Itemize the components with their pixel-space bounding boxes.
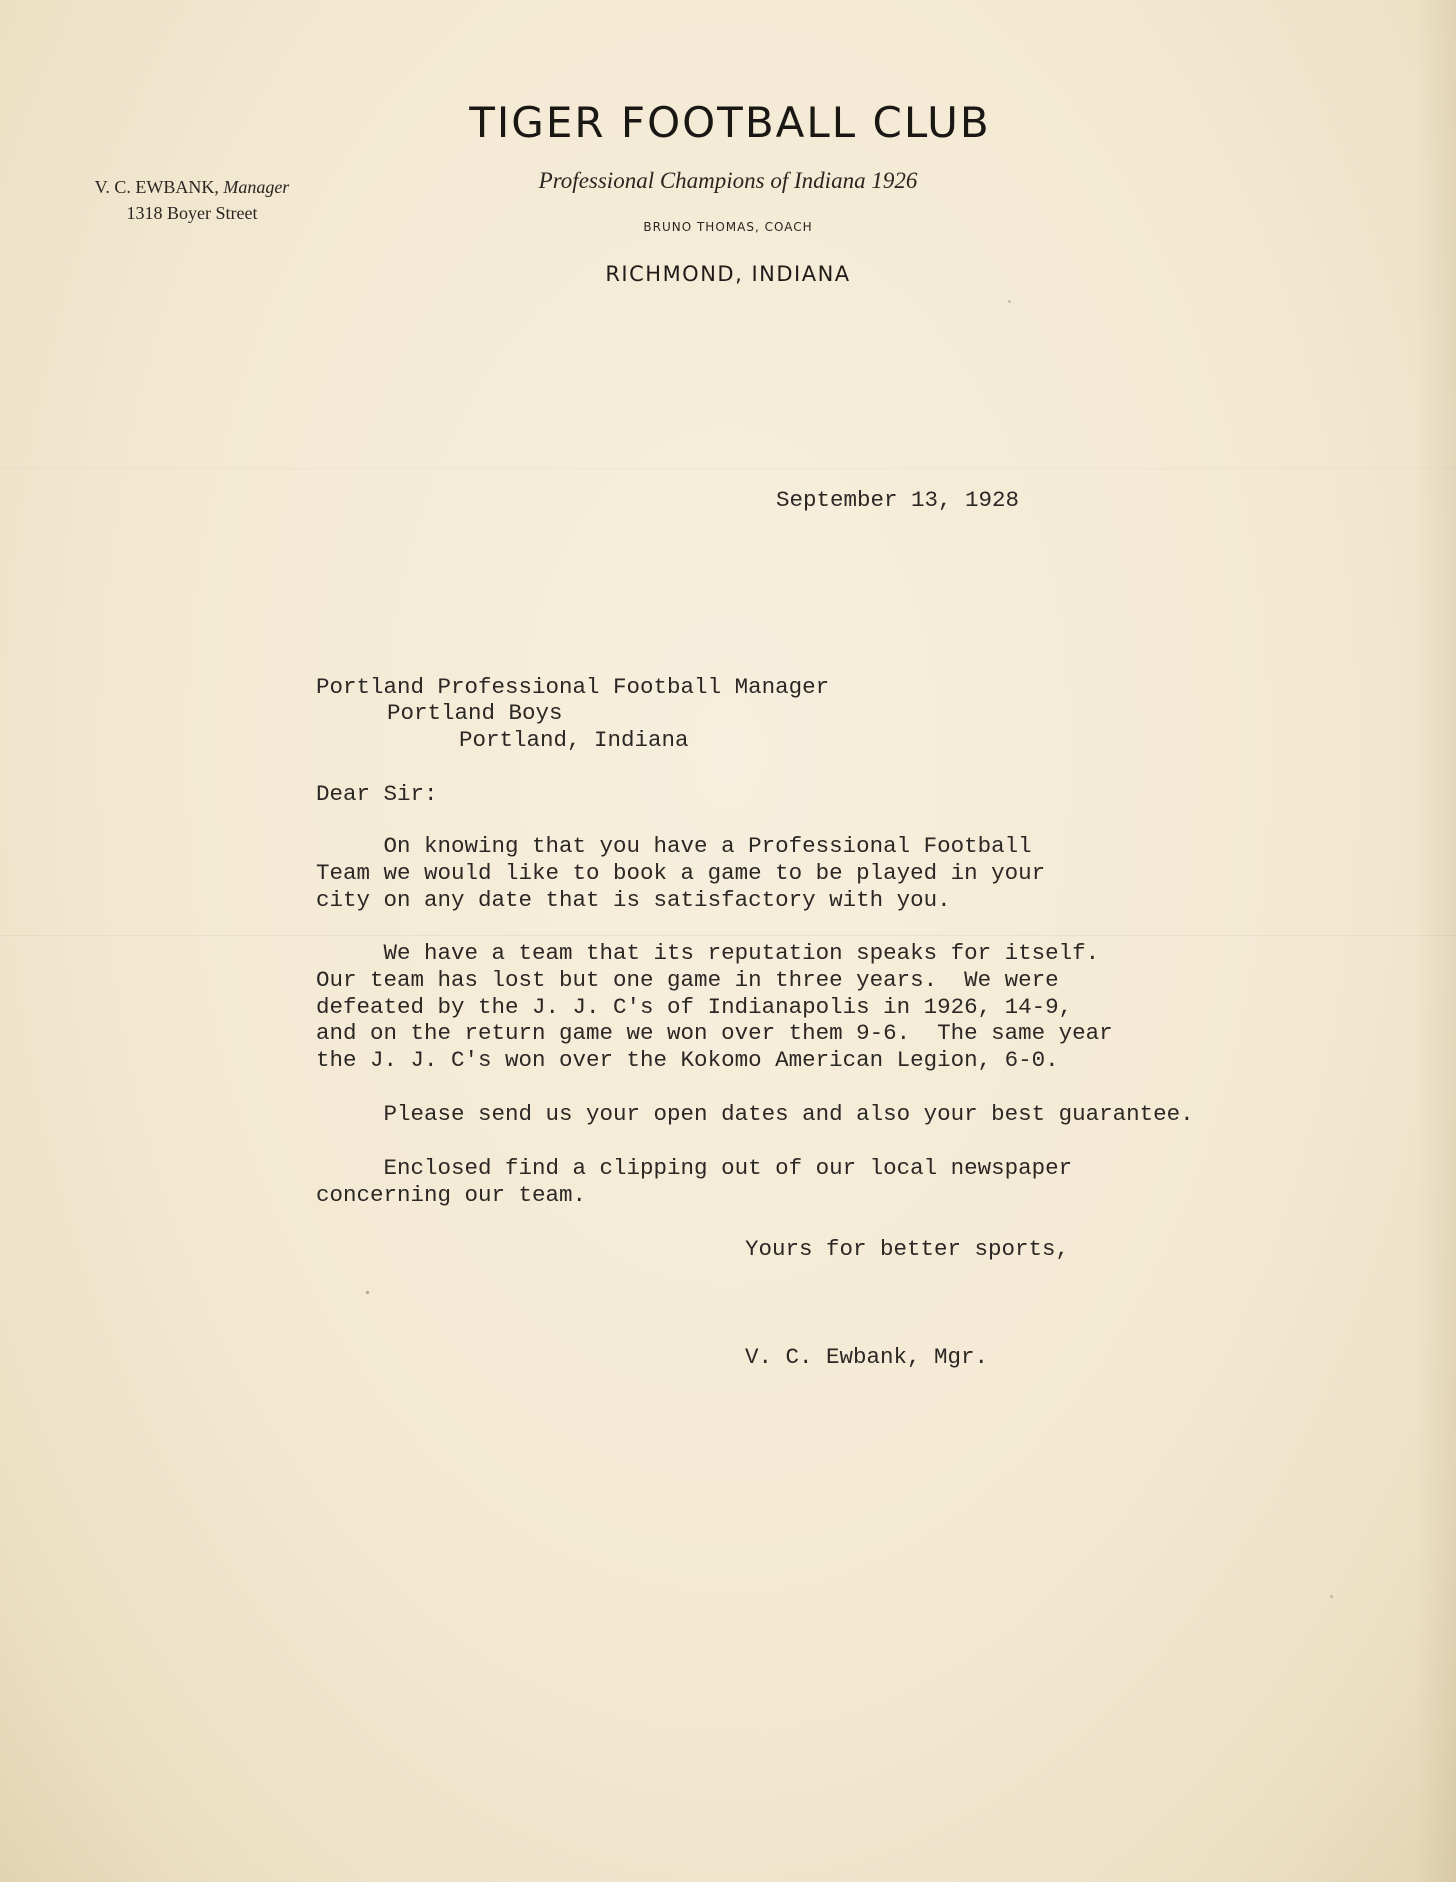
paper-speck: [366, 1291, 369, 1294]
salutation: Dear Sir:: [316, 781, 438, 807]
paper-speck: [1008, 300, 1011, 303]
paper-crease: [0, 468, 1456, 470]
body-paragraph: Enclosed find a clipping out of our local newspaper concerning our team.: [316, 1155, 1073, 1208]
letter-date: September 13, 1928: [776, 487, 1020, 513]
recipient-line: Portland, Indiana: [459, 727, 689, 753]
recipient-line: Portland Professional Football Manager: [316, 674, 830, 700]
letterhead-subtitle: Professional Champions of Indiana 1926: [538, 168, 918, 193]
paper-fold-line: [0, 935, 1456, 937]
manager-address: 1318 Boyer Street: [126, 203, 258, 223]
recipient-line: Portland Boys: [387, 700, 563, 726]
letterhead-title: TIGER FOOTBALL CLUB: [469, 98, 991, 147]
manager-role: Manager: [223, 177, 290, 197]
letterhead-coach: BRUNO THOMAS, COACH: [643, 220, 813, 234]
letterhead-city: RICHMOND, INDIANA: [605, 262, 851, 286]
body-paragraph: Please send us your open dates and also your best guarantee.: [316, 1101, 1194, 1127]
body-paragraph: We have a team that its reputation speaks for itself. Our team has lost but one game in three years. We were defeated by the J. J. C's of Indianapolis in 1926, 14-9, and on the return game we won over them 9-6. The same year the J. J. C's won over the Kokomo American Legion, 6-0.: [316, 940, 1113, 1074]
paper-speck: [1330, 1595, 1333, 1598]
letter-signature: V. C. Ewbank, Mgr.: [745, 1344, 989, 1370]
letter-closing: Yours for better sports,: [745, 1236, 1070, 1262]
manager-name: V. C. EWBANK,: [94, 177, 219, 197]
body-paragraph: On knowing that you have a Professional Football Team we would like to book a game to be played in your city on any date that is satisfactory with you.: [316, 833, 1046, 913]
